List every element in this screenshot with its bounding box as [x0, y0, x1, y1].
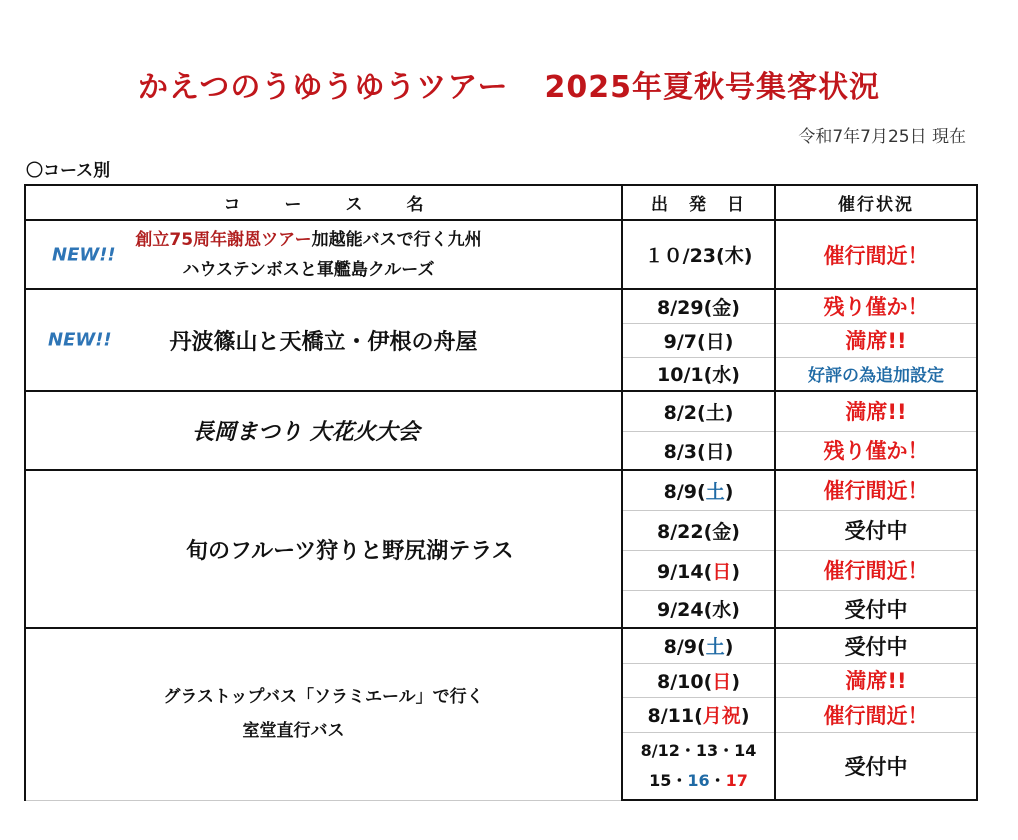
course-name-cell	[25, 391, 622, 470]
status-label: 満席!!	[775, 323, 977, 357]
status-label: 受付中	[775, 590, 977, 628]
departure-date-line1: 8/12・13・14	[640, 740, 757, 760]
departure-date: 8/29(金)	[622, 289, 775, 323]
status-label: 残り僅か！	[775, 289, 977, 323]
departure-date	[622, 732, 775, 800]
course-name-line2: 室堂直行バス	[242, 721, 345, 742]
table-row	[25, 289, 977, 323]
section-label: 〇コース別	[26, 161, 111, 181]
course-group-nagaoka	[25, 391, 977, 470]
departure-date: 9/14(日)	[622, 550, 775, 590]
tour-status-table	[24, 184, 978, 801]
course-name-line1: グラストップバス「ソラミエール」で行く	[163, 687, 484, 708]
new-badge: NEW!!	[48, 329, 112, 351]
table-row	[25, 628, 977, 663]
status-label: 受付中	[775, 628, 977, 663]
course-group-fruit	[25, 470, 977, 628]
course-name-cell	[25, 470, 622, 628]
departure-date: 8/2(土)	[622, 391, 775, 431]
page-title	[0, 62, 1018, 106]
course-name-cell	[25, 220, 622, 289]
status-label: 満席!!	[775, 663, 977, 697]
departure-date: 8/9(土)	[622, 628, 775, 663]
departure-date: 9/7(日)	[622, 323, 775, 357]
header-course-name: コ ー ス 名	[25, 185, 622, 220]
departure-date: １０/23(木)	[622, 220, 775, 289]
header-status: 催行状況	[775, 185, 977, 220]
table-row	[25, 220, 977, 289]
title-part2: 2025年夏秋号集客状況	[544, 70, 880, 105]
course-name-line2: ハウステンボスと軍艦島クルーズ	[182, 259, 435, 280]
status-label: 受付中	[775, 732, 977, 800]
status-label: 催行間近！	[775, 470, 977, 510]
course-group-murodo	[25, 628, 977, 800]
course-name-line1: 創立75周年謝恩ツアー加越能バスで行く九州	[135, 229, 482, 250]
title-part1: かえつのうゆうゆうツアー	[138, 70, 509, 105]
departure-date: 8/10(日)	[622, 663, 775, 697]
departure-date: 8/22(金)	[622, 510, 775, 550]
departure-date: 9/24(水)	[622, 590, 775, 628]
status-label: 催行間近！	[775, 550, 977, 590]
departure-date: 8/9(土)	[622, 470, 775, 510]
table-header-row	[25, 185, 977, 220]
course-group-tamba	[25, 289, 977, 391]
status-label: 満席!!	[775, 391, 977, 431]
course-name-cell	[25, 289, 622, 391]
table-row	[25, 470, 977, 510]
course-name-cell	[25, 628, 622, 800]
status-label: 好評の為追加設定	[775, 357, 977, 391]
status-label: 残り僅か！	[775, 431, 977, 470]
departure-date: 8/11(月祝)	[622, 697, 775, 732]
departure-date: 10/1(水)	[622, 357, 775, 391]
table-row	[25, 391, 977, 431]
course-name: 旬のフルーツ狩りと野尻湖テラス	[186, 538, 514, 564]
departure-date: 8/3(日)	[622, 431, 775, 470]
status-label: 催行間近！	[775, 697, 977, 732]
course-name: 長岡まつり 大花火大会	[192, 420, 420, 445]
course-group-kyushu	[25, 220, 977, 289]
course-name: 丹波篠山と天橋立・伊根の舟屋	[169, 329, 478, 355]
status-label: 受付中	[775, 510, 977, 550]
status-label: 催行間近！	[775, 220, 977, 289]
as-of-date: 令和7年7月25日 現在	[798, 127, 966, 147]
new-badge: NEW!!	[52, 244, 116, 265]
header-departure-date: 出 発 日	[622, 185, 775, 220]
departure-date-line2: 15・16・17	[649, 770, 748, 790]
